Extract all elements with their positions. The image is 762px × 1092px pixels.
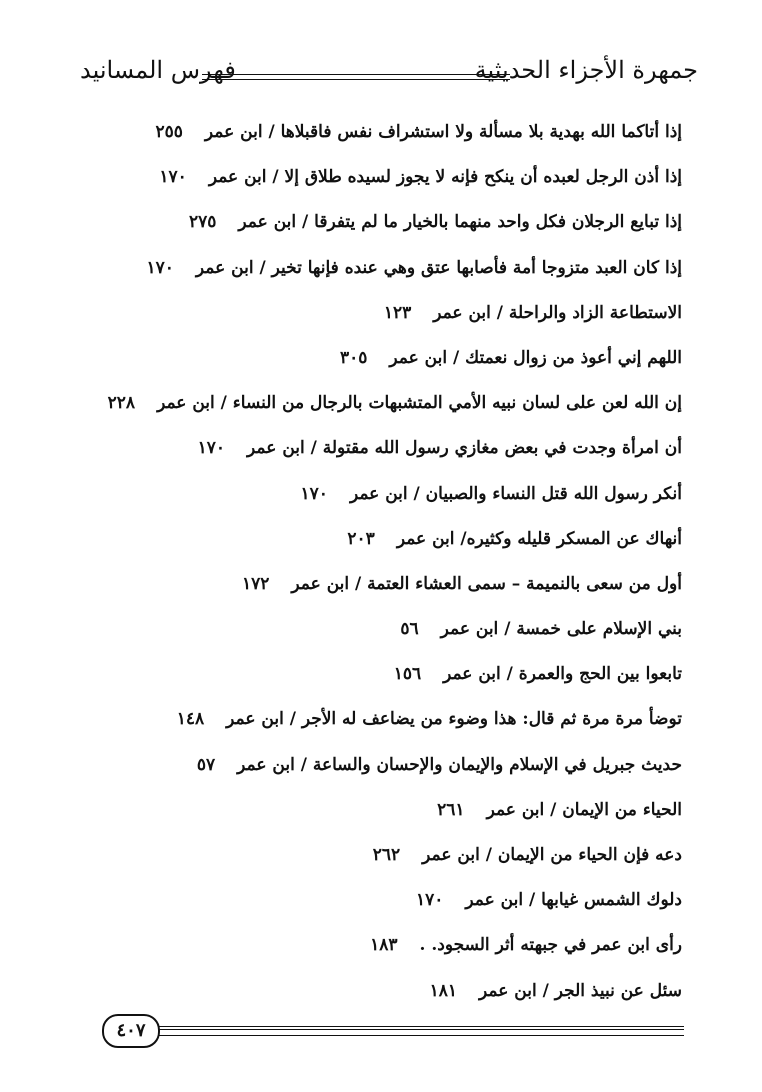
entry-page-number: ١٧٠ <box>197 438 226 459</box>
entry-page-number: ٢٢٨ <box>107 393 136 414</box>
entry-text: أن امرأة وجدت في بعض مغازي رسول الله مقتولة / ابن عمر <box>247 438 682 459</box>
index-entry <box>122 652 682 697</box>
entry-text: رأى ابن عمر في جبهته أثر السجود. . <box>419 935 682 956</box>
entry-text: إذا أتاكما الله بهدية بلا مسألة ولا استشراف نفس فاقبلاها / ابن عمر <box>204 122 682 142</box>
index-entry <box>122 923 682 968</box>
entry-page-number: ١٧٠ <box>159 167 187 188</box>
entry-page-number: ١٧٠ <box>146 257 174 278</box>
entry-page-number: ١٥٦ <box>393 664 422 685</box>
index-entry <box>122 562 682 607</box>
entry-page-number: ١٨٣ <box>370 935 398 956</box>
entry-text: تابعوا بين الحج والعمرة / ابن عمر <box>443 664 682 685</box>
index-entry <box>122 833 682 878</box>
entry-text: الحياء من الإيمان / ابن عمر <box>486 799 682 820</box>
entry-text: إذا أذن الرجل لعبده أن ينكح فإنه لا يجوز لسيده طلاق إلا / ابن عمر <box>208 167 682 188</box>
entry-text: إن الله لعن على لسان نبيه الأمي المتشبهات بالرجال من النساء / ابن عمر <box>157 393 682 414</box>
entry-text: اللهم إني أعوذ من زوال نعمتك / ابن عمر <box>389 347 682 368</box>
page-number: ٤٠٧ <box>102 1014 160 1048</box>
entry-page-number: ١٧٠ <box>300 483 328 504</box>
index-entry <box>122 246 682 291</box>
book-title: جمهرة الأجزاء الحديثية <box>474 56 698 84</box>
entry-text: أول من سعى بالنميمة – سمى العشاء العتمة / ابن عمر <box>291 573 682 594</box>
entry-page-number: ١٤٨ <box>176 709 205 730</box>
entry-page-number: ٢٦١ <box>437 799 465 820</box>
entry-page-number: ٥٧ <box>196 754 216 775</box>
index-entry <box>122 697 682 742</box>
entry-text: بني الإسلام على خمسة / ابن عمر <box>440 619 682 640</box>
entry-page-number: ٣٠٥ <box>340 347 368 368</box>
index-entry <box>122 472 682 517</box>
index-entry <box>107 381 682 426</box>
footer-rule <box>155 1026 684 1036</box>
index-entry <box>122 743 682 788</box>
entry-page-number: ١٨١ <box>429 980 458 1001</box>
entry-text: دعه فإن الحياء من الإيمان / ابن عمر <box>422 845 682 865</box>
entry-text: أنكر رسول الله قتل النساء والصبيان / ابن عمر <box>349 483 682 504</box>
entry-page-number: ٢٥٥ <box>155 122 183 142</box>
index-entry <box>122 878 682 923</box>
entry-text: سئل عن نبيذ الجر / ابن عمر <box>479 980 682 1001</box>
index-entry <box>122 110 682 155</box>
section-title: فهرس المسانيد <box>80 56 236 84</box>
index-entry <box>122 607 682 652</box>
index-entry <box>122 291 682 336</box>
entry-page-number: ٢٧٥ <box>189 212 217 233</box>
index-entry <box>122 788 682 833</box>
entry-text: أنهاك عن المسكر قليله وكثيره/ ابن عمر <box>396 528 682 549</box>
entry-text: دلوك الشمس غيابها / ابن عمر <box>465 890 682 911</box>
index-entry <box>122 155 682 200</box>
entry-page-number: ٢٠٣ <box>347 528 375 549</box>
index-entry <box>122 426 682 471</box>
entry-page-number: ١٧٠ <box>415 890 444 911</box>
entry-page-number: ١٢٣ <box>383 302 412 323</box>
entry-text: توضأ مرة مرة ثم قال: هذا وضوء من يضاعف له الأجر / ابن عمر <box>226 709 682 730</box>
entry-page-number: ١٧٢ <box>242 573 270 594</box>
entry-page-number: ٥٦ <box>400 619 419 640</box>
entry-page-number: ٢٦٢ <box>372 845 401 865</box>
index-entry <box>122 517 682 562</box>
page-header <box>80 52 698 96</box>
index-entry <box>122 336 682 381</box>
index-entry <box>122 200 682 245</box>
entry-text: إذا تبايع الرجلان فكل واحد منهما بالخيار ما لم يتفرقا / ابن عمر <box>238 212 682 233</box>
index-entries <box>107 110 682 1014</box>
entry-text: إذا كان العبد متزوجا أمة فأصابها عتق وهي عنده فإنها تخير / ابن عمر <box>195 257 682 278</box>
header-rule <box>202 74 510 80</box>
index-entry <box>122 969 682 1014</box>
entry-text: حديث جبريل في الإسلام والإيمان والإحسان والساعة / ابن عمر <box>237 754 682 775</box>
entry-text: الاستطاعة الزاد والراحلة / ابن عمر <box>433 302 682 323</box>
